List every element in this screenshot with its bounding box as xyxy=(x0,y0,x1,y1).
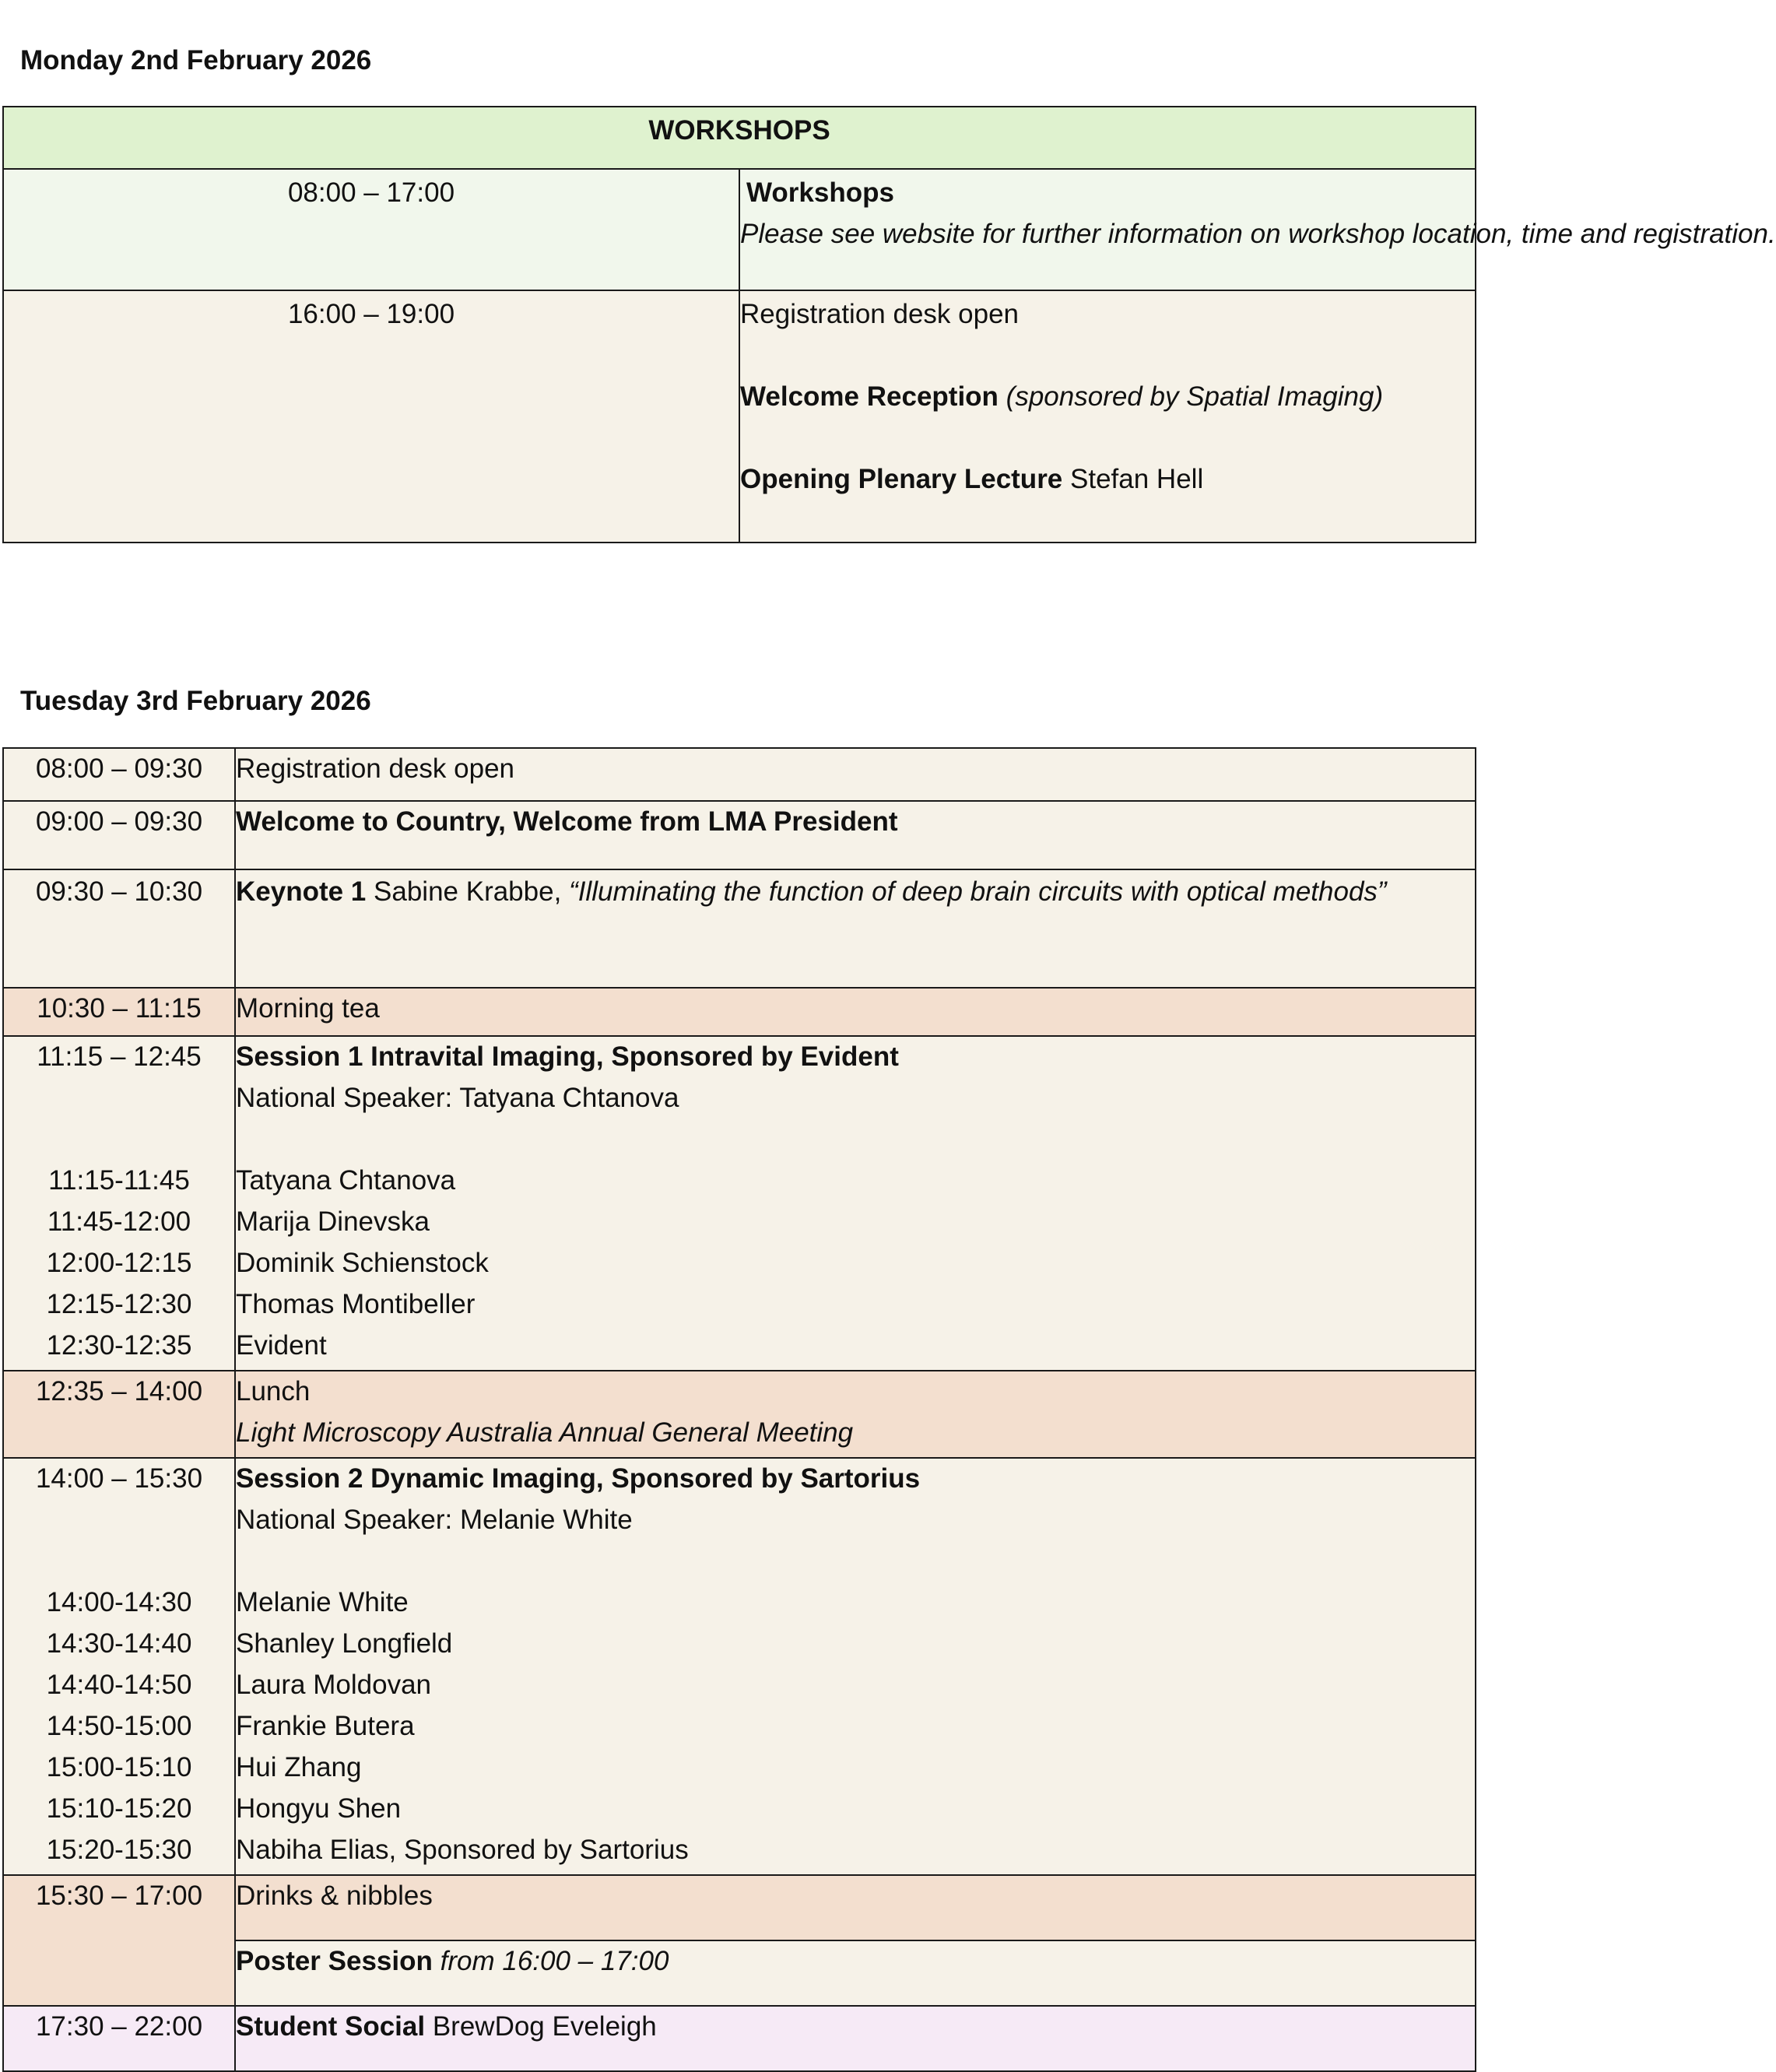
talk-time: 15:20-15:30 xyxy=(46,1835,192,1865)
talk-time: 12:30-12:35 xyxy=(46,1330,192,1361)
time-cell xyxy=(3,988,235,1036)
talk-time: 14:00-14:30 xyxy=(46,1587,192,1617)
plenary-speaker: Stefan Hell xyxy=(1070,464,1204,494)
workshops-header: WORKSHOPS xyxy=(3,107,1476,169)
reception-title: Welcome Reception xyxy=(740,381,999,412)
registration-text: Registration desk open xyxy=(740,299,1019,329)
detail-cell xyxy=(235,869,1476,988)
national-speaker: National Speaker: Tatyana Chtanova xyxy=(236,1083,679,1113)
time-cell xyxy=(3,869,235,988)
time-label: 08:00 – 09:30 xyxy=(35,753,203,784)
poster-session xyxy=(236,1943,1475,1984)
talk-time: 15:10-15:20 xyxy=(46,1793,192,1824)
table-row xyxy=(3,1036,1476,1371)
table-row xyxy=(3,748,1476,801)
talk-speaker: Dominik Schienstock xyxy=(236,1248,489,1278)
national-speaker: National Speaker: Melanie White xyxy=(236,1505,633,1535)
table-row xyxy=(3,801,1476,869)
time-label: 08:00 – 17:00 xyxy=(287,177,455,208)
talk-time: 12:00-12:15 xyxy=(46,1248,192,1278)
talk-time: 14:50-15:00 xyxy=(46,1711,192,1741)
reception-note: (sponsored by Spatial Imaging) xyxy=(1006,381,1384,412)
social-title: Student Social xyxy=(236,2011,426,2042)
talk-speaker: Melanie White xyxy=(236,1587,409,1617)
time-cell xyxy=(3,169,739,290)
time-label: 09:00 – 09:30 xyxy=(35,806,203,837)
time-label: 17:30 – 22:00 xyxy=(35,2011,203,2042)
plenary-title: Opening Plenary Lecture xyxy=(740,464,1063,494)
welcome-text: Welcome to Country, Welcome from LMA President xyxy=(236,806,898,837)
monday-heading: Monday 2nd February 2026 xyxy=(20,45,372,76)
detail-cell xyxy=(235,2006,1476,2071)
talk-time: 15:00-15:10 xyxy=(46,1752,192,1782)
time-label: 09:30 – 10:30 xyxy=(35,876,203,907)
table-row xyxy=(3,2006,1476,2071)
time-cell xyxy=(3,801,235,869)
time-cell xyxy=(3,1458,235,1875)
detail-cell xyxy=(235,1036,1476,1371)
registration-text: Registration desk open xyxy=(236,753,514,784)
lunch-note: Light Microscopy Australia Annual General Meeting xyxy=(236,1417,854,1448)
time-cell xyxy=(3,1036,235,1371)
table-row xyxy=(3,988,1476,1036)
time-cell xyxy=(3,748,235,801)
talk-speaker: Tatyana Chtanova xyxy=(236,1165,456,1196)
talk-speaker: Nabiha Elias, Sponsored by Sartorius xyxy=(236,1835,689,1865)
time-cell xyxy=(3,1875,235,2006)
tuesday-heading: Tuesday 3rd February 2026 xyxy=(20,686,371,716)
detail-cell xyxy=(235,801,1476,869)
keynote-talk: “Illuminating the function of deep brain circuits with optical methods” xyxy=(569,876,1387,907)
table-row xyxy=(3,290,1476,543)
talk-speaker: Shanley Longfield xyxy=(236,1628,453,1659)
table-row xyxy=(3,1371,1476,1458)
monday-schedule-table xyxy=(2,106,1776,543)
talk-speaker: Hui Zhang xyxy=(236,1752,362,1782)
time-label: 12:35 – 14:00 xyxy=(35,1376,203,1407)
detail-cell xyxy=(235,1940,1476,2006)
time-label: 16:00 – 19:00 xyxy=(287,299,455,329)
student-social xyxy=(236,2008,1475,2049)
session-title: Session 1 Intravital Imaging, Sponsored by Evident xyxy=(236,1041,899,1072)
table-row xyxy=(3,1875,1476,1940)
time-cell xyxy=(3,1371,235,1458)
detail-cell xyxy=(235,1371,1476,1458)
time-label: 14:00 – 15:30 xyxy=(35,1463,203,1494)
time-cell xyxy=(3,2006,235,2071)
workshops-title: Workshops xyxy=(746,177,894,208)
detail-cell xyxy=(235,988,1476,1036)
detail-cell xyxy=(235,1875,1476,1940)
talk-speaker: Laura Moldovan xyxy=(236,1670,431,1700)
opening-plenary xyxy=(740,461,1475,502)
drinks-text: Drinks & nibbles xyxy=(236,1881,433,1911)
workshops-note: Please see website for further information on workshop location, time and registration. xyxy=(740,219,1776,249)
talk-time: 11:15-11:45 xyxy=(48,1165,190,1196)
detail-cell xyxy=(739,290,1476,543)
talk-speaker: Marija Dinevska xyxy=(236,1206,430,1237)
talk-speaker: Thomas Montibeller xyxy=(236,1289,476,1319)
welcome-reception xyxy=(740,378,1475,420)
time-label: 15:30 – 17:00 xyxy=(35,1881,203,1911)
detail-cell xyxy=(235,748,1476,801)
talk-time: 12:15-12:30 xyxy=(46,1289,192,1319)
detail-cell xyxy=(235,1458,1476,1875)
keynote-speaker: Sabine Krabbe, xyxy=(374,876,562,907)
poster-title: Poster Session xyxy=(236,1946,433,1976)
talk-time: 11:45-12:00 xyxy=(47,1206,191,1237)
talk-speaker: Hongyu Shen xyxy=(236,1793,402,1824)
talk-time: 14:40-14:50 xyxy=(46,1670,192,1700)
time-label: 11:15 – 12:45 xyxy=(37,1041,202,1072)
tuesday-schedule-table xyxy=(2,747,1476,2072)
session-title: Session 2 Dynamic Imaging, Sponsored by Sartorius xyxy=(236,1463,921,1494)
table-row xyxy=(3,169,1476,290)
keynote-title: Keynote 1 xyxy=(236,876,367,907)
social-venue: BrewDog Eveleigh xyxy=(432,2011,657,2042)
morning-tea-text: Morning tea xyxy=(236,993,380,1024)
table-row xyxy=(3,1458,1476,1875)
keynote-line xyxy=(236,873,1475,915)
lunch-text: Lunch xyxy=(236,1376,311,1407)
talk-speaker: Evident xyxy=(236,1330,327,1361)
table-row xyxy=(3,107,1476,169)
talk-speaker: Frankie Butera xyxy=(236,1711,415,1741)
poster-time: from 16:00 – 17:00 xyxy=(440,1946,669,1976)
table-row xyxy=(3,869,1476,988)
talk-time: 14:30-14:40 xyxy=(46,1628,192,1659)
detail-cell xyxy=(739,169,1776,290)
time-label: 10:30 – 11:15 xyxy=(37,993,202,1024)
time-cell xyxy=(3,290,739,543)
